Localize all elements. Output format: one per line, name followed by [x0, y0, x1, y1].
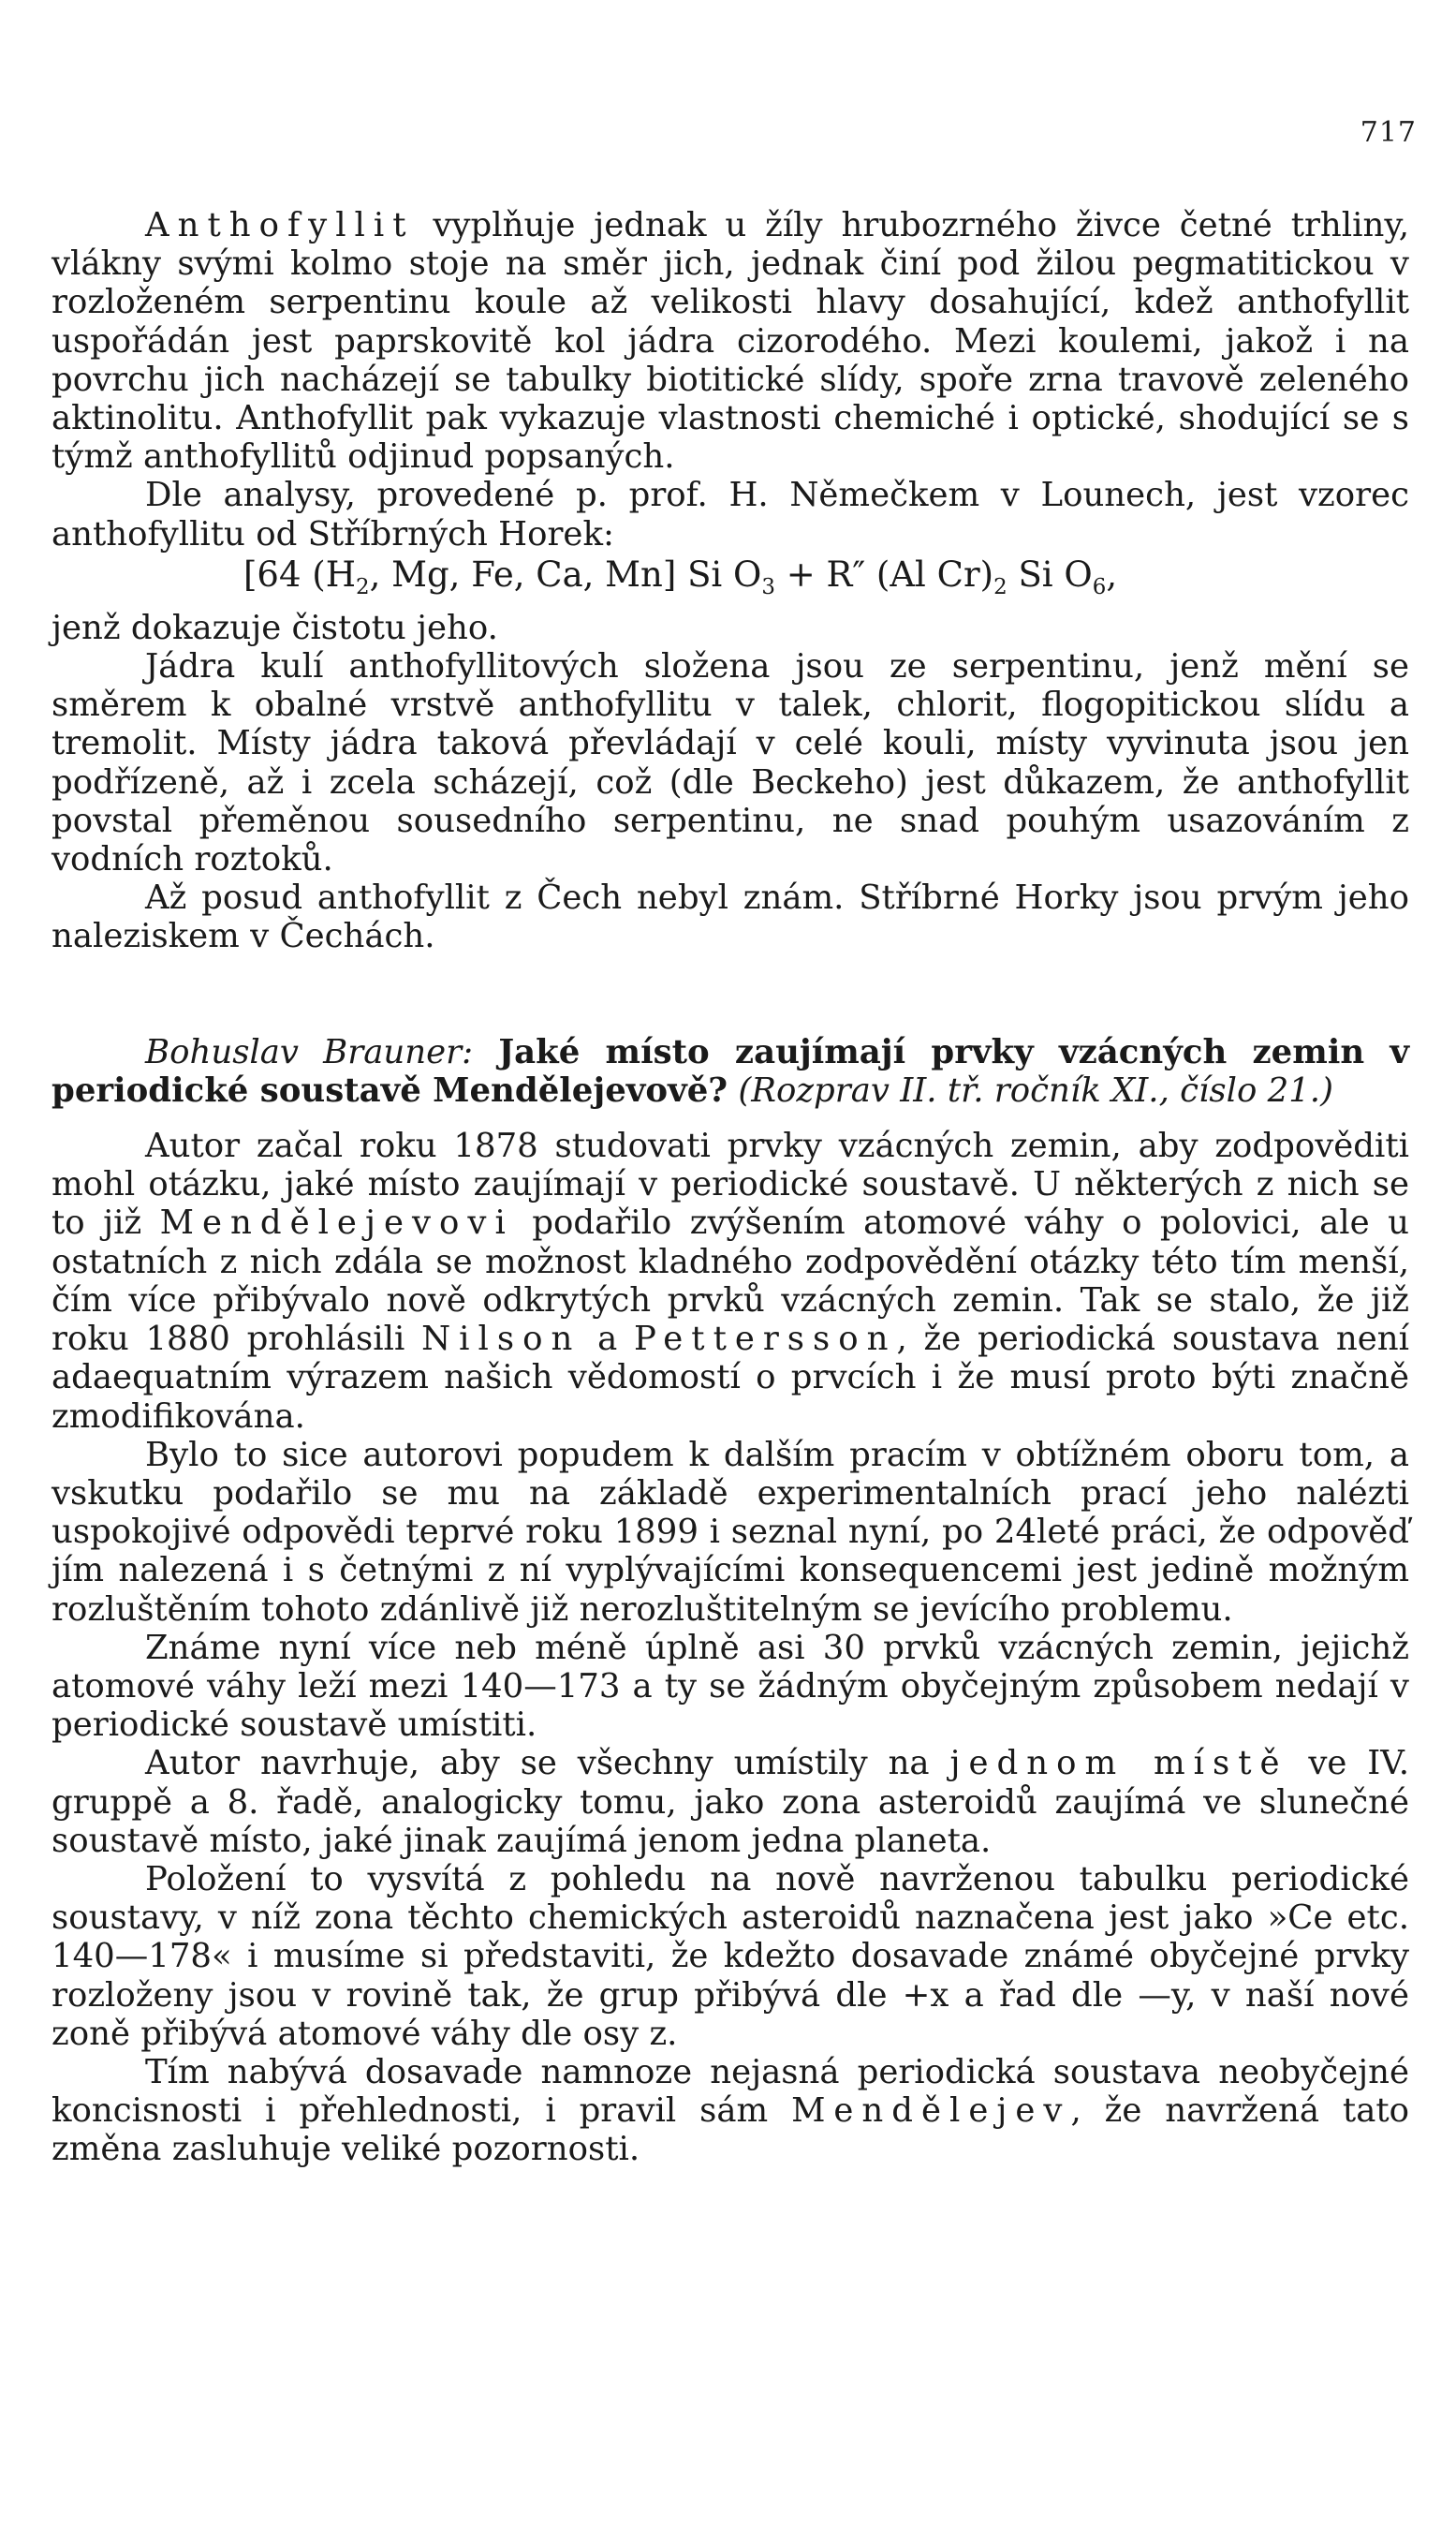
paragraph-text: podařilo zvýšením atomové váhy o polovici, ale u ostatních z nich zdála se možnost kladného zodpovědění otázky této tím menší, čím více přibývalo nově odkrytých prvků vzácných zemin. Tak se stalo, že již roku 1880 prohlásili [51, 1204, 1409, 1359]
anthophyllite-paragraph-3: jenž dokazuje čistotu jeho. [51, 608, 498, 647]
spaced-term-anthofyllit: Anthofyllit [145, 206, 415, 244]
paragraph-text: , že navržená tato změna zasluhuje veliké pozornosti. [51, 2091, 1410, 2169]
review-paragraph-4 [51, 1744, 1409, 1860]
formula-part: , Mg, Fe, Ca, Mn] Si O [369, 554, 762, 595]
formula-part: Si O [1007, 554, 1093, 595]
spaced-name-nilson: Nilson [421, 1320, 581, 1359]
page-number: 717 [1360, 116, 1417, 149]
formula-subscript: 6 [1092, 574, 1107, 599]
formula-part: [64 (H [243, 554, 356, 595]
review-paragraph-5: Položení to vysvítá z pohledu na nově navrženou tabulku periodické soustavy, v níž zona těchto chemických asteroidů naznačena jest jako »Ce etc. 140—178« i musíme si představiti, že kdežto dosavade známé obyčejné prvky rozloženy jsou v rovině tak, že grup přibývá dle +x a řad dle —y, v naší nové zoně přibývá atomové váhy dle osy z. [51, 1859, 1409, 2053]
anthophyllite-paragraph-4: Jádra kulí anthofyllitových složena jsou ze serpentinu, jenž mění se směrem k obalné vrstvě anthofyllitu v talek, chlorit, flogopitickou slídu a tremolit. Místy jádra taková převládají v celé kouli, místy vyvinuta jsou jen podřízeně, až i zcela scházejí, což (dle Beckeho) jest důkazem, že anthofyllit povstal přeměnou sousedního serpentinu, ne snad pouhým usazováním z vodních roztoků. [51, 647, 1409, 879]
formula-part: , [1106, 554, 1118, 595]
paragraph-text: a [581, 1320, 634, 1359]
review-title: Jaké místo zaujímají prvky vzácných zemin v periodické soustavě Mendělejevově? [51, 1032, 1410, 1110]
chemical-formula [51, 554, 1409, 609]
page-body [51, 206, 1409, 2169]
anthophyllite-paragraph-2: Dle analysy, provedené p. prof. H. Němečkem v Lounech, jest vzorec anthofyllitu od Stříbrných Horek: [51, 476, 1409, 554]
review-citation: (Rozprav II. tř. ročník XI., číslo 21.) [728, 1071, 1333, 1110]
formula-subscript: 2 [993, 574, 1007, 599]
paragraph-text: , že periodická soustava není adaequatním výrazem našich vědomostí o prvcích i že musí proto býti značně zmodifikována. [51, 1320, 1409, 1436]
review-heading [51, 1033, 1409, 1110]
spaced-name-mendelejevovi: Mendělejevovi [159, 1204, 514, 1243]
review-author: Bohuslav Brauner: [145, 1032, 474, 1071]
paragraph-text: ve IV. gruppě a 8. řadě, analogicky tomu, jako zona asteroidů zaujímá ve slunečné soustavě místo, jaké jinak zaujímá jenom jedna planeta. [51, 1744, 1410, 1860]
formula-subscript: 2 [355, 574, 370, 599]
spaced-phrase-jednom-miste: jednom místě [949, 1744, 1288, 1783]
anthophyllite-paragraph-1 [51, 206, 1409, 476]
paragraph-text: Autor navrhuje, aby se všechny umístily na [145, 1744, 950, 1783]
anthophyllite-paragraph-5: Až posud anthofyllit z Čech nebyl znám. Stříbrné Horky jsou prvým jeho naleziskem v Čechách. [51, 879, 1409, 956]
review-paragraph-1 [51, 1127, 1409, 1436]
spaced-name-pettersson: Pettersson [634, 1320, 897, 1359]
paragraph-text: Autor začal roku 1878 studovati prvky vzácných zemin, aby zodpověditi mohl otázku, jaké místo zaujímají v periodické soustavě. U některých z nich se to již [51, 1127, 1409, 1243]
formula-part: + R″ (Al Cr) [774, 554, 994, 595]
spaced-name-mendelejev: Mendělejev [791, 2091, 1071, 2131]
formula-subscript: 3 [761, 574, 775, 599]
review-paragraph-2: Bylo to sice autorovi popudem k dalším pracím v obtížném oboru tom, a vskutku podařilo se mu na základě experimentalních prací jeho nalézti uspokojivé odpovědi teprvé roku 1899 i seznal nyní, po 24leté práci, že odpověď jím nalezená i s četnými z ní vyplývajícími konsequencemi jest jedině možným rozluštěním tohoto zdánlivě již nerozluštitelným se jevícího problemu. [51, 1435, 1409, 1629]
review-paragraph-6 [51, 2053, 1409, 2169]
paragraph-text: Tím nabývá dosavade namnoze nejasná periodická soustava neobyčejné koncisnosti i přehlednosti, i pravil sám [51, 2052, 1409, 2131]
review-paragraph-3: Známe nyní více neb méně úplně asi 30 prvků vzácných zemin, jejichž atomové váhy leží mezi 140—173 a ty se žádným obyčejným způsobem nedají v periodické soustavě umístiti. [51, 1628, 1409, 1745]
paragraph-text: vyplňuje jednak u žíly hrubozrného živce četné trhliny, vlákny svými kolmo stoje na směr jich, jednak činí pod žilou pegmatitickou v rozloženém serpentinu koule až velikosti hlavy dosahující, kdež anthofyllit uspořádán jest paprskovitě kol jádra cizorodého. Mezi koulemi, jakož i na povrchu jich nacházejí se tabulky biotitické slídy, spoře zrna travově zeleného aktinolitu. Anthofyllit pak vykazuje vlastnosti chemiché i optické, shodující se s týmž anthofyllitů odjinud popsaných. [51, 206, 1409, 477]
